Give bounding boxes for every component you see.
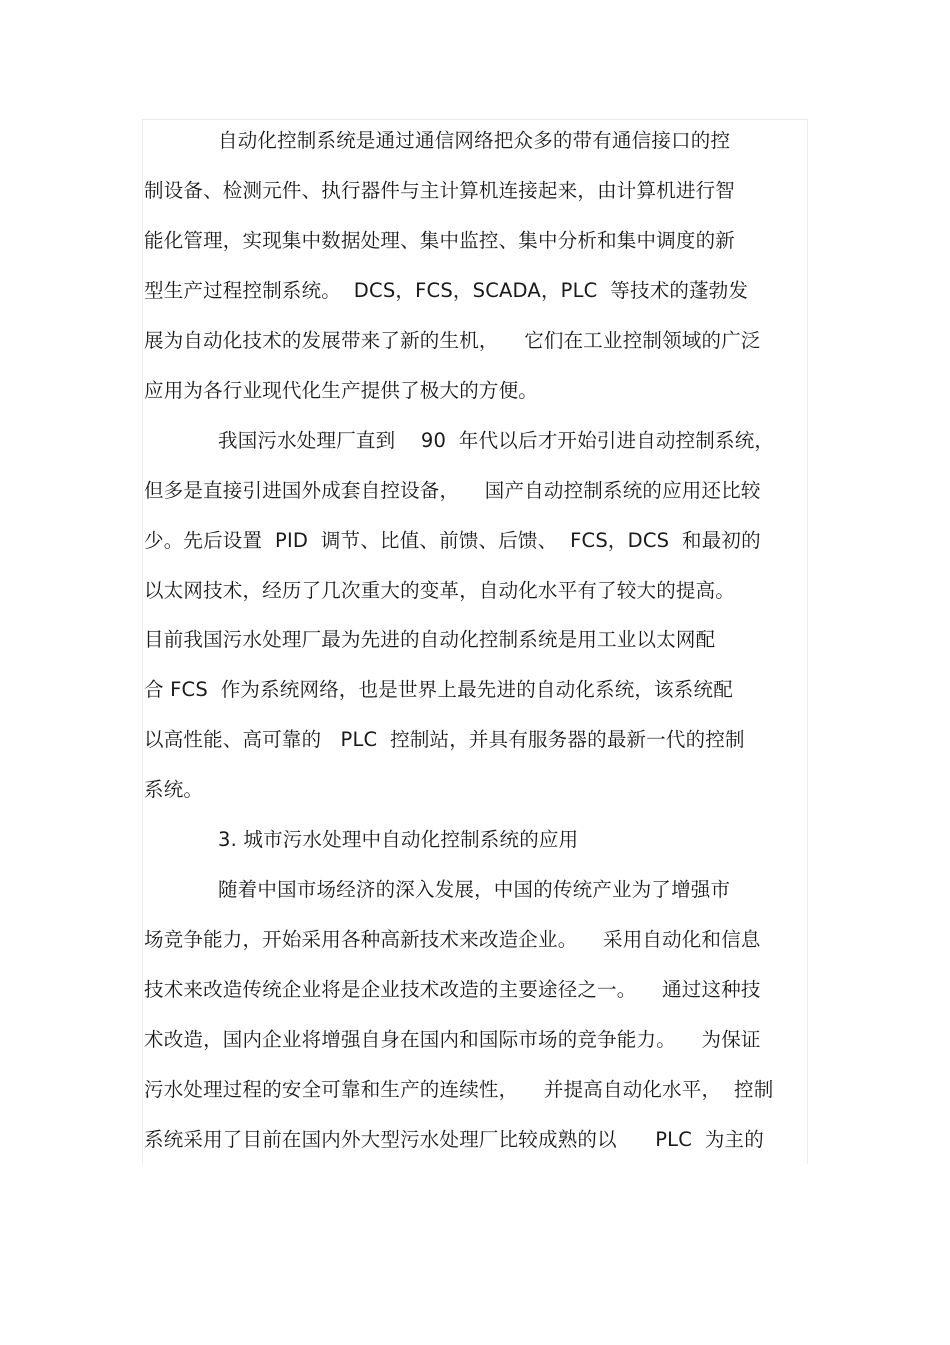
paragraph-line: 技术来改造传统企业将是企业技术改造的主要途径之一。 通过这种技 — [144, 978, 761, 1001]
paragraph-line: 随着中国市场经济的深入发展，中国的传统产业为了增强市 — [218, 878, 731, 901]
paragraph-line: 制设备、检测元件、执行器件与主计算机连接起来，由计算机进行智 — [144, 179, 736, 202]
paragraph-line: 场竞争能力，开始采用各种高新技术来改造企业。 采用自动化和信息 — [144, 928, 761, 951]
paragraph-line: 但多是直接引进国外成套自控设备， 国产自动控制系统的应用还比较 — [144, 479, 761, 502]
paragraph-line: 术改造，国内企业将增强自身在国内和国际市场的竞争能力。 为保证 — [144, 1028, 761, 1051]
paragraph-line: 型生产过程控制系统。 DCS，FCS，SCADA，PLC 等技术的蓬勃发 — [144, 279, 749, 302]
paragraph-line: 以太网技术，经历了几次重大的变革，自动化水平有了较大的提高。 — [144, 579, 736, 602]
paragraph-line: 少。先后设置 PID 调节、比值、前馈、后馈、 FCS，DCS 和最初的 — [144, 529, 761, 552]
paragraph-line: 应用为各行业现代化生产提供了极大的方便。 — [144, 379, 539, 402]
paragraph-line: 自动化控制系统是通过通信网络把众多的带有通信接口的控 — [218, 129, 731, 152]
paragraph-line: 系统。 — [144, 778, 204, 801]
paragraph-line: 系统采用了目前在国内外大型污水处理厂比较成熟的以 PLC 为主的 — [144, 1128, 764, 1151]
paragraph-line: 展为自动化技术的发展带来了新的生机， 它们在工业控制领域的广泛 — [144, 329, 761, 352]
paragraph-line: 污水处理过程的安全可靠和生产的连续性， 并提高自动化水平， 控制 — [144, 1078, 774, 1101]
paragraph-line: 能化管理，实现集中数据处理、集中监控、集中分析和集中调度的新 — [144, 229, 736, 252]
paragraph-line: 以高性能、高可靠的 PLC 控制站，并具有服务器的最新一代的控制 — [144, 728, 745, 751]
paragraph-line: 目前我国污水处理厂最为先进的自动化控制系统是用工业以太网配 — [144, 628, 716, 651]
paragraph-line: 合 FCS 作为系统网络，也是世界上最先进的自动化系统，该系统配 — [144, 678, 733, 701]
section-heading: 3. 城市污水处理中自动化控制系统的应用 — [218, 828, 579, 851]
paragraph-line: 我国污水处理厂直到 90 年代以后才开始引进自动控制系统， — [218, 429, 775, 452]
